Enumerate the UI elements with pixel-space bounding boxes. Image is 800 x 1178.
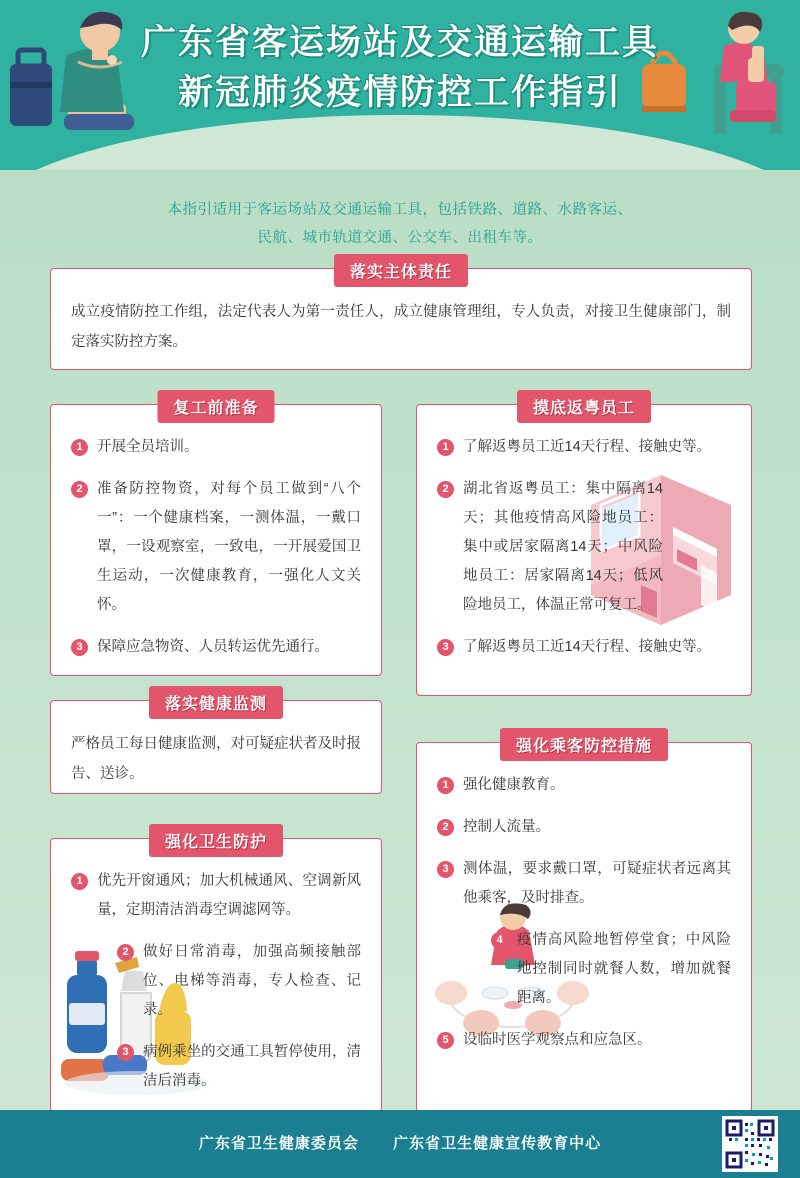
qr-code-icon xyxy=(725,1119,775,1169)
item-number: 4 xyxy=(491,932,508,949)
section-tag-passenger: 强化乘客防控措施 xyxy=(500,728,668,761)
item-number: 2 xyxy=(117,944,134,961)
section-body-prep xyxy=(51,405,381,689)
item-number: 1 xyxy=(437,777,454,794)
section-card-survey xyxy=(416,400,752,696)
section-list-prep xyxy=(71,433,361,662)
list-item xyxy=(71,433,361,462)
item-text: 湖北省返粤员工：集中隔离14天；其他疫情高风险地员工：集中或居家隔离14天；中风险地员工：居家隔离14天；低风险地员工，体温正常可复工。 xyxy=(463,481,663,613)
list-item xyxy=(117,1038,361,1096)
section-paragraph-responsibility: 成立疫情防控工作组，法定代表人为第一责任人，成立健康管理组，专人负责，对接卫生健康部门，制定落实防控方案。 xyxy=(71,304,731,350)
item-text: 测体温，要求戴口罩，可疑症状者远离其他乘客，及时排查。 xyxy=(463,861,731,906)
section-card-prep xyxy=(50,400,382,676)
item-text: 控制人流量。 xyxy=(463,819,550,835)
list-item xyxy=(437,633,727,662)
item-number: 2 xyxy=(437,481,454,498)
item-text: 了解返粤员工近14天行程、接触史等。 xyxy=(463,639,712,655)
item-text: 准备防控物资，对每个员工做到“八个一”：一个健康档案，一测体温，一戴口罩，一设观察室，一致电，一开展爱国卫生运动，一次健康教育，一强化人文关怀。 xyxy=(97,481,361,613)
section-paragraph-monitor: 严格员工每日健康监测，对可疑症状者及时报告、送诊。 xyxy=(71,736,361,782)
section-card-passenger xyxy=(416,738,752,1112)
item-number: 5 xyxy=(437,1032,454,1049)
title-line-2: 新冠肺炎疫情防控工作指引 xyxy=(177,73,622,112)
item-number: 2 xyxy=(71,481,88,498)
section-tag-survey: 摸底返粤员工 xyxy=(517,390,651,423)
section-body-passenger xyxy=(417,743,751,1082)
item-number: 3 xyxy=(117,1044,134,1061)
list-item xyxy=(71,633,361,662)
section-card-responsibility xyxy=(50,264,752,370)
list-item xyxy=(437,1026,731,1055)
section-tag-hygiene: 强化卫生防护 xyxy=(149,824,283,857)
poster-title xyxy=(0,18,800,118)
list-item xyxy=(71,867,361,925)
section-tag-monitor: 落实健康监测 xyxy=(149,686,283,719)
list-item xyxy=(437,855,731,913)
poster-header xyxy=(0,0,800,170)
list-item xyxy=(117,938,361,1025)
item-number: 3 xyxy=(437,861,454,878)
item-number: 1 xyxy=(437,439,454,456)
item-number: 3 xyxy=(71,639,88,656)
item-text: 保障应急物资、人员转运优先通行。 xyxy=(97,639,329,655)
list-item xyxy=(437,813,731,842)
poster-footer xyxy=(0,1110,800,1178)
item-text: 优先开窗通风；加大机械通风、空调新风量，定期清洁消毒空调滤网等。 xyxy=(97,873,361,918)
item-number: 3 xyxy=(437,639,454,656)
title-line-1: 广东省客运场站及交通运输工具 xyxy=(140,23,659,62)
intro-line-1: 本指引适用于客运场站及交通运输工具，包括铁路、道路、水路客运、 xyxy=(167,202,633,218)
intro-line-2: 民航、城市轨道交通、公交车、出租车等。 xyxy=(257,230,543,246)
item-text: 强化健康教育。 xyxy=(463,777,565,793)
section-tag-prep: 复工前准备 xyxy=(157,390,274,423)
list-item xyxy=(437,475,663,620)
section-card-hygiene xyxy=(50,834,382,1112)
footer-org-2: 广东省卫生健康宣传教育中心 xyxy=(393,1135,602,1152)
intro-text xyxy=(0,196,800,252)
section-card-monitor xyxy=(50,696,382,794)
item-text: 开展全员培训。 xyxy=(97,439,199,455)
list-item xyxy=(437,771,731,800)
section-tag-responsibility: 落实主体责任 xyxy=(334,254,468,287)
item-text: 设临时医学观察点和应急区。 xyxy=(463,1032,652,1048)
item-text: 病例乘坐的交通工具暂停使用，清洁后消毒。 xyxy=(143,1044,361,1089)
item-text: 做好日常消毒，加强高频接触部位、电梯等消毒，专人检查、记录。 xyxy=(143,944,361,1018)
item-text: 疫情高风险地暂停堂食；中风险地控制同时就餐人数，增加就餐距离。 xyxy=(517,932,731,1006)
item-number: 1 xyxy=(71,873,88,890)
footer-organizations xyxy=(0,1132,800,1153)
item-number: 1 xyxy=(71,439,88,456)
footer-org-1: 广东省卫生健康委员会 xyxy=(198,1135,359,1152)
list-item xyxy=(437,433,727,462)
qr-code[interactable] xyxy=(722,1116,778,1172)
list-item xyxy=(71,475,361,620)
item-number: 2 xyxy=(437,819,454,836)
list-item xyxy=(491,926,731,1013)
item-text: 了解返粤员工近14天行程、接触史等。 xyxy=(463,439,712,455)
